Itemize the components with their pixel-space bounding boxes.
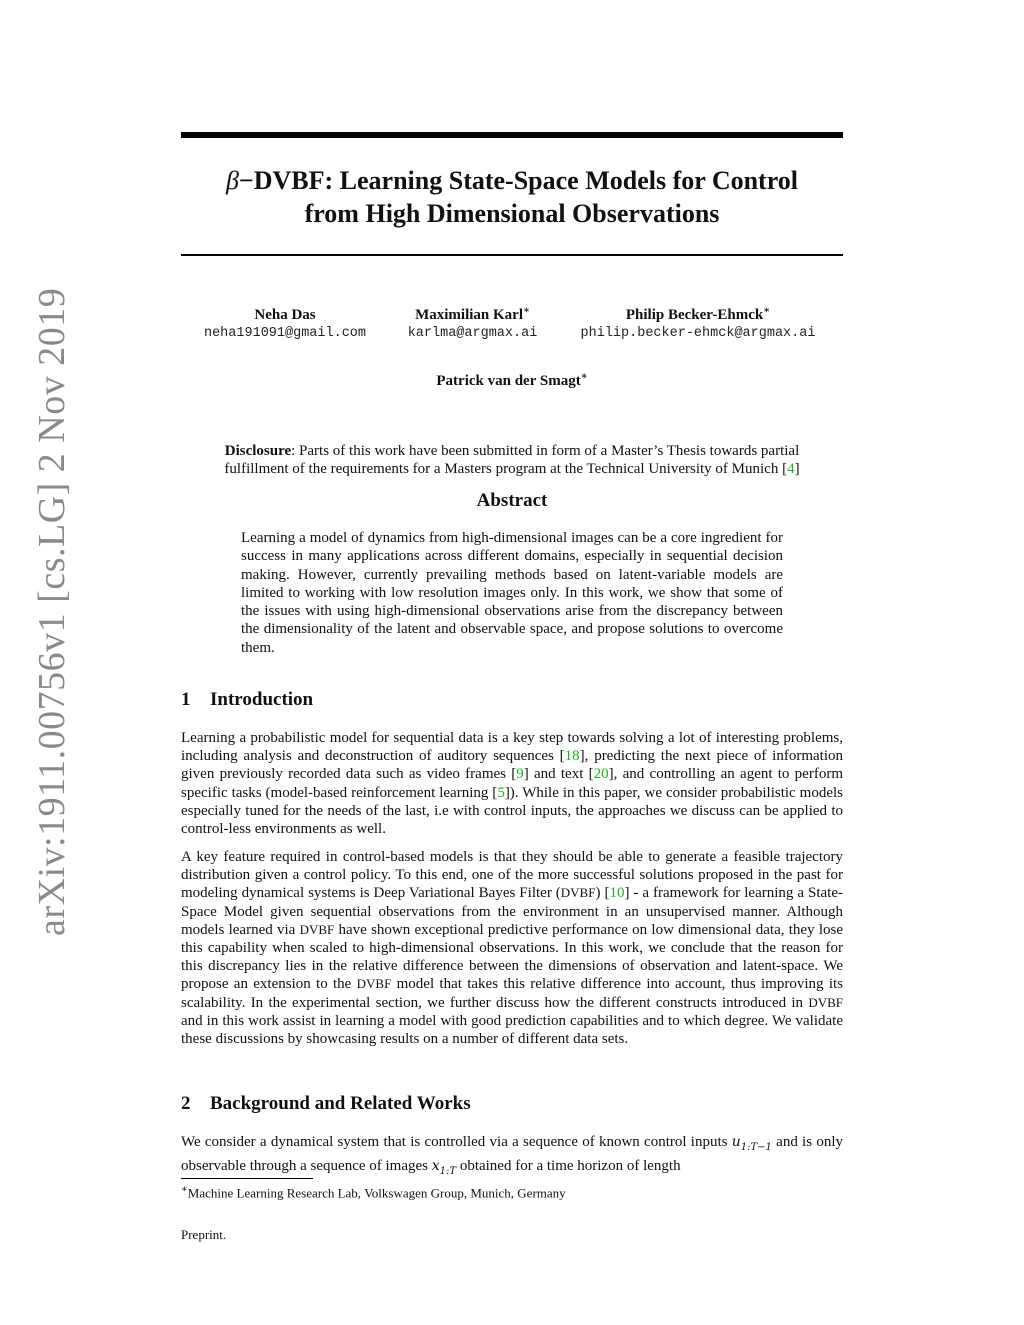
section-number: 2 <box>181 1093 191 1114</box>
paragraph <box>181 729 843 838</box>
footnote <box>181 1182 566 1201</box>
arxiv-stamp <box>0 0 73 936</box>
paragraph-text: ], and controlling an agent to perform specific tasks (model-based reinforcement learning [ <box>181 766 843 801</box>
title-top-rule <box>181 132 843 138</box>
author-name: Maximilian Karl <box>415 307 523 323</box>
disclosure <box>181 442 843 478</box>
abstract-heading: Abstract <box>476 490 548 511</box>
math-inline: $u_{1:T-1}$ <box>731 1134 772 1153</box>
author-email: karlma@argmax.ai <box>407 326 538 341</box>
paragraph-text: A key feature required in control-based models is that they should be able to generate a feasible trajectory distribution given a control policy. To this end, one of the more successful solutions proposed in the past for modeling dynamical systems is Deep Variational Bayes Filter ( <box>181 849 843 902</box>
paragraph-text: ]). While in this paper, we consider probabilistic models especially tuned for the needs of the last, i.e with control inputs, the approaches we discuss can be applied to control-less environments as well. <box>181 784 843 838</box>
section-heading <box>181 688 313 712</box>
acronym: DVBF <box>560 885 596 901</box>
section-title: Background and Related Works <box>210 1093 471 1114</box>
author-name: Philip Becker-Ehmck <box>625 307 764 323</box>
preprint-label: Preprint. <box>181 1227 227 1242</box>
citation-link[interactable]: 9 <box>516 766 524 783</box>
author-email: philip.becker-ehmck@argmax.ai <box>580 326 816 341</box>
author-2 <box>390 301 555 343</box>
abstract-text: Learning a model of dynamics from high-dimensional images can be a core ingredient for success in many applications across different domains, especially in sequential decision making. However, currently prevailing methods based on latent-variable models are limited to working with low resolution images only. In this work, we show that some of the issues with using high-dimensional observations arise from the discrepancy between the dimensionality of the latent and observable space, and propose solutions to overcome them. <box>241 530 783 656</box>
paragraph-text: have shown exceptional predictive performance on low dimensional data, they lose this capability when scaled to high-dimensional observations. In this work, we conclude that the reason for this discrepancy lies in the relative difference between the dimensions of observation and latent-space. We propose an extension to the <box>181 921 843 993</box>
paragraph-text: model that takes this relative difference into account, thus improving its scalability. In the experimental section, we further discuss how the different constructs introduced in <box>181 976 843 1011</box>
title-line1: −DVBF: Learning State-Space Models for Control <box>238 166 799 195</box>
paragraph-text: and is only observable through a sequence of images <box>181 1134 843 1174</box>
citation-link[interactable]: 5 <box>497 784 505 801</box>
paragraph-text: obtained for a time horizon of length <box>456 1158 681 1174</box>
disclosure-text: : Parts of this work have been submitted in form of a Master’s Thesis towards partial <box>291 443 800 459</box>
section-heading <box>181 1092 471 1116</box>
author-1 <box>185 301 385 343</box>
footnote-rule <box>181 1178 313 1179</box>
citation-link[interactable]: 18 <box>564 748 580 765</box>
paragraph-text: We consider a dynamical system that is controlled via a sequence of known control inputs <box>181 1134 732 1150</box>
citation-link[interactable]: 20 <box>593 766 609 783</box>
paragraph <box>181 1133 843 1181</box>
section-title: Introduction <box>210 689 314 710</box>
acronym: DVBF <box>299 921 335 937</box>
paper-title <box>150 164 874 230</box>
author-name: Neha Das <box>254 307 316 323</box>
author-mark: ∗ <box>580 371 588 382</box>
title-line2: from High Dimensional Observations <box>304 199 720 228</box>
acronym: DVBF <box>808 994 843 1010</box>
paragraph-text: ] and text [ <box>523 766 594 783</box>
author-4 <box>362 367 662 391</box>
disclosure-text: ] <box>794 461 800 477</box>
citation-link[interactable]: 4 <box>787 461 795 477</box>
section-number: 1 <box>181 689 191 710</box>
math-inline: $x_{1:T}$ <box>431 1158 457 1177</box>
author-name: Patrick van der Smagt <box>436 373 581 389</box>
paragraph-text: ], predicting the next piece of information given previously recorded data such as video frames [ <box>181 748 843 783</box>
acronym: DVBF <box>356 976 392 992</box>
title-bottom-rule <box>181 254 843 256</box>
author-email: neha191091@gmail.com <box>203 326 367 341</box>
paragraph-text: and in this work assist in learning a model with good prediction capabilities and to which degree. We validate these discussions by showcasing results on a number of different data sets. <box>181 1012 843 1048</box>
paragraph <box>181 848 843 1048</box>
title-beta: β <box>225 166 239 195</box>
author-3 <box>562 301 834 343</box>
footnote-mark: ∗ <box>181 1184 188 1195</box>
paragraph-text: ) [ <box>595 885 610 902</box>
citation-link[interactable]: 10 <box>609 885 625 902</box>
paragraph-text: Learning a probabilistic model for sequential data is a key step towards solving a lot of interesting problems, including analysis and deconstruction of auditory sequences [ <box>181 730 843 765</box>
author-mark: ∗ <box>763 305 771 316</box>
arxiv-stamp-text: arXiv:1911.00756v1 [cs.LG] 2 Nov 2019 <box>31 287 73 936</box>
footnote-text: Machine Learning Research Lab, Volkswagen Group, Munich, Germany <box>187 1185 566 1201</box>
disclosure-text: fulfillment of the requirements for a Masters program at the Technical University of Munich [ <box>224 461 788 477</box>
paragraph-text: ] - a framework for learning a State-Space Model given sequential observations from the environment in an unsupervised manner. Although models learned via <box>181 885 843 938</box>
author-mark: ∗ <box>523 305 530 316</box>
disclosure-label: Disclosure <box>224 443 292 459</box>
